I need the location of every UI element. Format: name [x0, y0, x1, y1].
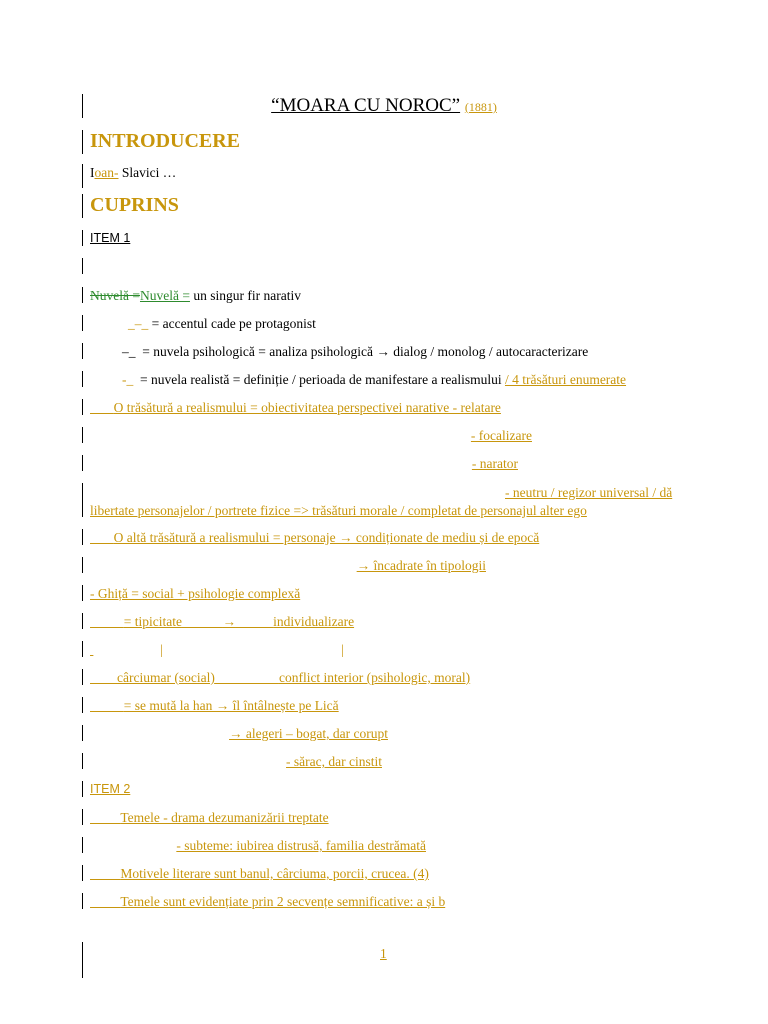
bullet-2 [122, 344, 588, 360]
item2-line-1 [90, 810, 329, 826]
change-bar [82, 483, 83, 517]
ghita-line-1: - Ghiță = social + psihologie complexă [90, 586, 301, 601]
heading-cuprins: CUPRINS [90, 194, 179, 216]
realism-line-5 [90, 530, 539, 546]
change-bar [82, 427, 83, 443]
ghita-han: = se mută la han → îl întâlnește pe Lică [123, 698, 339, 713]
change-bar [82, 164, 83, 188]
change-bar [82, 557, 83, 573]
change-bar [82, 697, 83, 713]
change-bar [82, 669, 83, 685]
item1-label: ITEM 1 [90, 231, 131, 245]
realism-line-3: - narator [471, 456, 518, 471]
change-bar [82, 725, 83, 741]
change-bar [82, 371, 83, 387]
change-bar [82, 585, 83, 601]
title-main: “MOARA CU NOROC” [271, 95, 461, 116]
title-year: (1881) [464, 100, 497, 114]
change-bar [82, 809, 83, 825]
realism-line-2: - focalizare [470, 428, 532, 443]
change-bar [82, 529, 83, 545]
bullet-mark: –_ [122, 344, 136, 359]
realism-line-4: - neutru / regizor universal / dă libertate personajelor / portrete fizice => trăsături morale / completat de personajul alter ego [90, 485, 673, 518]
bullet-mark: -_ [122, 372, 134, 387]
change-bar [82, 837, 83, 853]
bullet-mark: _–_ [128, 316, 149, 331]
nuvela-line [90, 288, 301, 304]
nuvela-deleted: Nuvelă = [90, 288, 140, 303]
ghita-line-4 [90, 670, 470, 686]
divider-mark: | [341, 642, 344, 657]
change-bar [82, 315, 83, 331]
ghita-line-5 [90, 698, 339, 714]
ghita-individualizare: individualizare [273, 614, 355, 629]
change-bar [82, 287, 83, 303]
ghita-line-2 [90, 614, 354, 630]
item2-label: ITEM 2 [90, 782, 131, 796]
author-line [90, 165, 176, 181]
ghita-conflict: conflict interior (psihologic, moral) [278, 670, 471, 685]
bullet-insertion: / 4 trăsături enumerate [504, 372, 627, 387]
arrow-icon: → [222, 614, 236, 629]
item2-text: Motivele literare sunt banul, cârciuma, porcii, crucea. (4) [120, 866, 429, 881]
change-bar [82, 343, 83, 359]
item2-line-3 [90, 866, 429, 882]
author-insertion: oan- [94, 165, 119, 180]
bullet-text: = accentul cade pe protagonist [151, 316, 316, 331]
change-bar [82, 753, 83, 769]
item2-text: Temele sunt evidențiate prin 2 secvențe semnificative: a și b [120, 894, 446, 909]
author-initial: I [90, 165, 95, 180]
ghita-tipicitate: = tipicitate [123, 614, 182, 629]
change-bar [82, 194, 83, 218]
change-bar [82, 130, 83, 154]
change-bar [82, 399, 83, 415]
change-bar [82, 258, 83, 274]
change-bar [82, 230, 83, 246]
bullet-text: = nuvela psihologică = analiza psihologică → dialog / monolog / autocaracterizare [142, 344, 589, 359]
change-bar [82, 781, 83, 797]
realism-line-6: → încadrate în tipologii [356, 558, 486, 573]
change-bar [82, 893, 83, 909]
ghita-line-6: → alegeri – bogat, dar corupt [229, 726, 388, 741]
ghita-social: cârciumar (social) [117, 670, 215, 685]
page-number: 1 [380, 946, 387, 961]
bullet-3 [122, 372, 626, 388]
item2-text: Temele - drama dezumanizării treptate [120, 810, 329, 825]
change-bar [82, 641, 83, 657]
heading-introducere: INTRODUCERE [90, 130, 241, 152]
change-bar [82, 613, 83, 629]
author-rest: Slavici … [118, 165, 177, 180]
divider-mark: | [160, 642, 163, 657]
ghita-line-7: - sărac, dar cinstit [286, 754, 382, 769]
realism-text: O altă trăsătură a realismului = personaje → condiționate de mediu și de epocă [113, 530, 540, 545]
nuvela-rest: un singur fir narativ [189, 288, 301, 303]
change-bar [82, 865, 83, 881]
nuvela-inserted: Nuvelă = [139, 288, 190, 303]
realism-line-1 [90, 400, 501, 416]
ghita-line-3 [90, 642, 344, 658]
realism-text: O trăsătură a realismului = obiectivitatea perspectivei narative - relatare [113, 400, 501, 415]
change-bar [82, 942, 83, 978]
bullet-text: = nuvela realistă = definiție / perioada de manifestare a realismului [140, 372, 502, 387]
item2-line-2: - subteme: iubirea distrusă, familia destrămată [176, 838, 426, 853]
item2-line-4 [90, 894, 445, 910]
bullet-1 [128, 316, 316, 332]
change-bar [82, 455, 83, 471]
document-title [0, 95, 768, 117]
